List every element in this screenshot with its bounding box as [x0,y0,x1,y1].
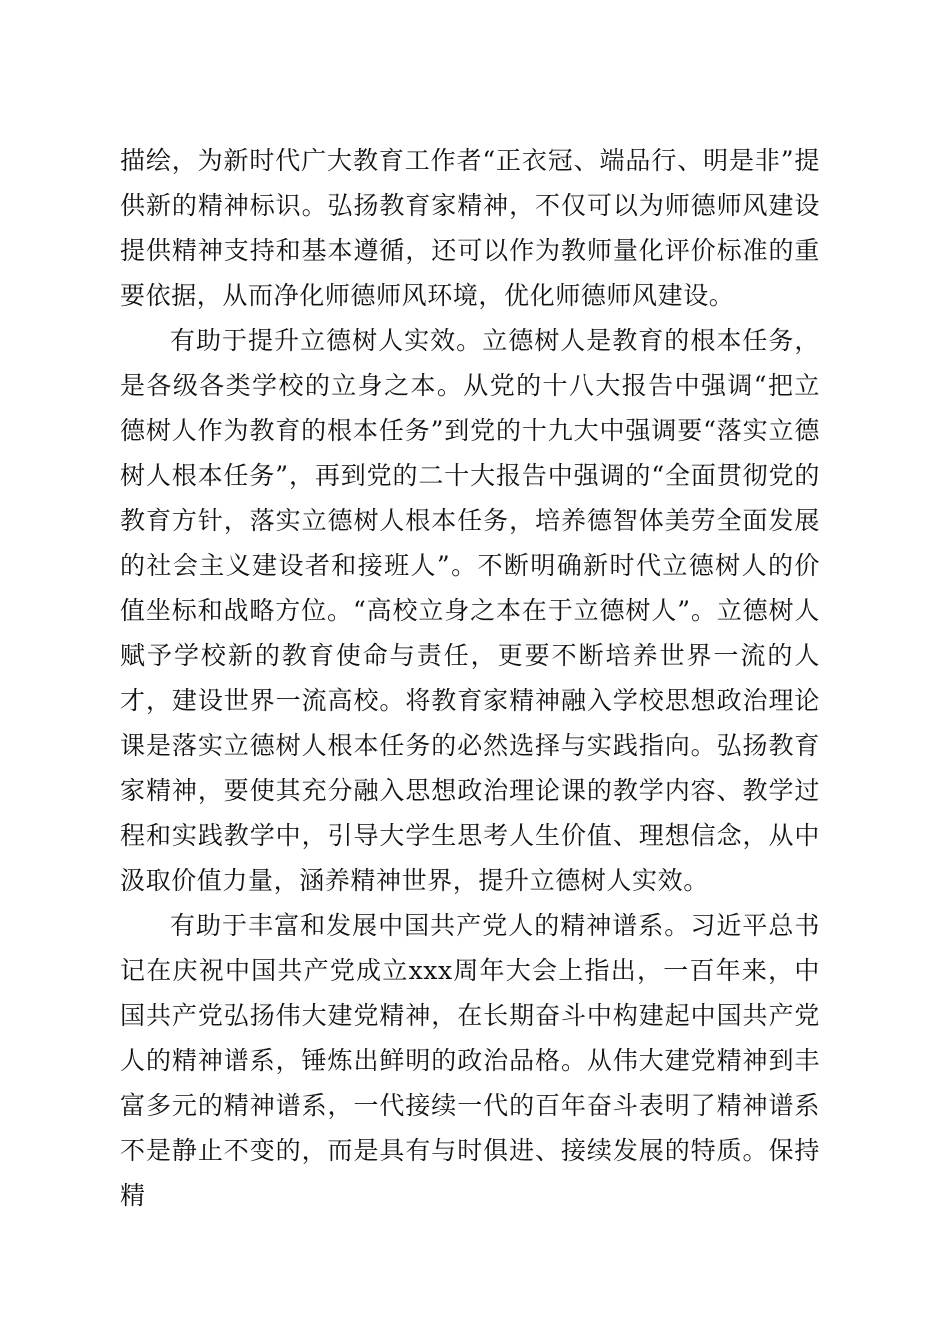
paragraph-continued: 描绘，为新时代广大教育工作者“正衣冠、端品行、明是非”提供新的精神标识。弘扬教育家精神，不仅可以为师德师风建设提供精神支持和基本遵循，还可以作为教师量化评价标准的重要依据，从而净化师德师风环境，优化师德师风建设。 [120,146,820,310]
paragraph-spiritual-lineage: 有助于丰富和发展中国共产党人的精神谱系。习近平总书记在庆祝中国共产党成立xxx周年大会上指出，一百年来，中国共产党弘扬伟大建党精神，在长期奋斗中构建起中国共产党人的精神谱系，锤炼出鲜明的政治品格。从伟大建党精神到丰富多元的精神谱系，一代接续一代的百年奋斗表明了精神谱系不是静止不变的，而是具有与时俱进、接续发展的特质。保持精 [120,911,820,1210]
document-page [120,138,820,1218]
paragraph-moral-education: 有助于提升立德树人实效。立德树人是教育的根本任务，是各级各类学校的立身之本。从党的十八大报告中强调“把立德树人作为教育的根本任务”到党的十九大中强调要“落实立德树人根本任务”，再到党的二十大报告中强调的“全面贯彻党的教育方针，落实立德树人根本任务，培养德智体美劳全面发展的社会主义建设者和接班人”。不断明确新时代立德树人的价值坐标和战略方位。“高校立身之本在于立德树人”。立德树人赋予学校新的教育使命与责任，更要不断培养世界一流的人才，建设世界一流高校。将教育家精神融入学校思想政治理论课是落实立德树人根本任务的必然选择与实践指向。弘扬教育家精神，要使其充分融入思想政治理论课的教学内容、教学过程和实践教学中，引导大学生思考人生价值、理想信念，从中汲取价值力量，涵养精神世界，提升立德树人实效。 [120,326,820,895]
